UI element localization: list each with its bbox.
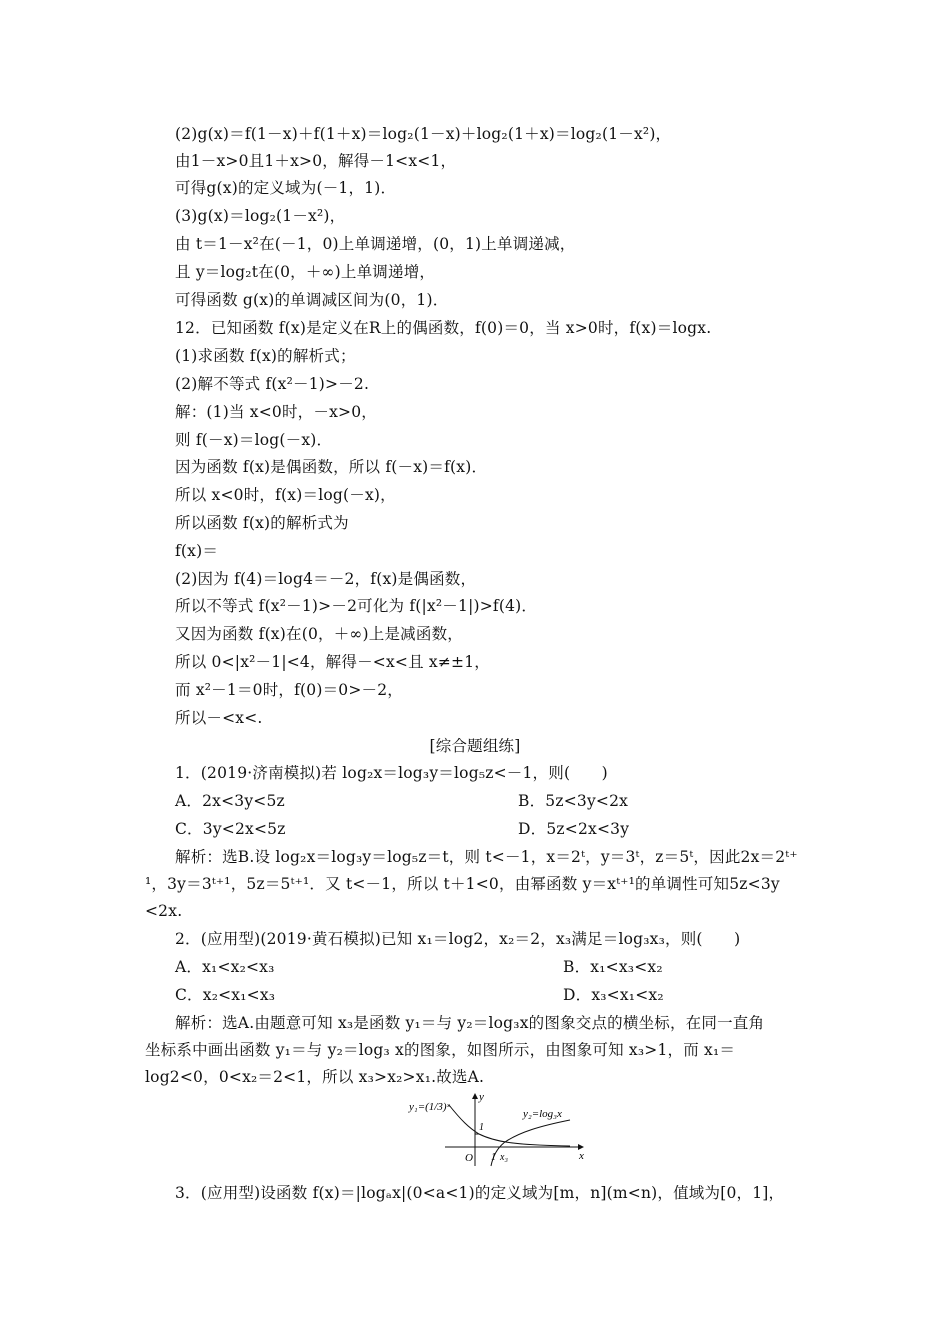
x3-label: x₃ [500, 1152, 508, 1163]
text-line: (3)g(x)＝log₂(1－x²)， [175, 207, 346, 225]
answer-2-line: 解析：选A.由题意可知 x₃是函数 y₁＝与 y₂＝log₃x的图象交点的横坐标，在同一直角 [175, 1014, 765, 1032]
question-3: 3．(应用型)设函数 f(x)＝|logₐx|(0<a<1)的定义域为[m，n](m<n)，值域为[0，1]， [175, 1184, 785, 1202]
y2-label: y₂=log₃x [523, 1108, 562, 1120]
text-line: 且 y＝log₂t在(0，＋∞)上单调递增， [175, 263, 436, 281]
y1-label: y₁=(1/3)ˣ [409, 1101, 450, 1113]
option-d: D．x₃<x₁<x₂ [563, 986, 664, 1004]
problem-12-statement: 12．已知函数 f(x)是定义在R上的偶函数，f(0)＝0，当 x>0时，f(x)＝logx. [175, 319, 712, 337]
answer-1-line: <2x. [145, 902, 183, 920]
text-line: 而 x²－1＝0时，f(0)＝0>－2， [175, 681, 404, 699]
text-line: 所以－<x<. [175, 709, 263, 727]
option-b: B．5z<3y<2x [518, 792, 629, 810]
question-2: 2．(应用型)(2019·黄石模拟)已知 x₁＝log2，x₂＝2，x₃满足＝log₃x₃，则( ) [175, 930, 741, 948]
text-line: 所以函数 f(x)的解析式为 [175, 514, 349, 532]
text-line: 所以 0<|x²－1|<4，解得－<x<且 x≠±1， [175, 653, 491, 671]
option-a: A．x₁<x₂<x₃ [175, 958, 275, 976]
text-line: (2)解不等式 f(x²－1)>－2. [175, 375, 370, 393]
text-line: 可得函数 g(x)的单调减区间为(0，1)． [175, 291, 449, 309]
answer-1-line: ¹，3y＝3ᵗ⁺¹，5z＝5ᵗ⁺¹．又 t<－1，所以 t＋1<0，由幂函数 y＝xᵗ⁺¹的单调性可知5z<3y [145, 875, 780, 893]
x-axis-label: x [579, 1150, 584, 1162]
option-b: B．x₁<x₃<x₂ [563, 958, 663, 976]
answer-1-line: 解析：选B.设 log₂x＝log₃y＝log₅z＝t，则 t<－1，x＝2ᵗ，y＝3ᵗ，z＝5ᵗ，因此2x＝2ᵗ⁺ [175, 848, 798, 866]
text-line: 因为函数 f(x)是偶函数，所以 f(－x)＝f(x)． [175, 458, 488, 476]
text-line: 可得g(x)的定义域为(－1，1)． [175, 179, 397, 197]
text-line: (2)因为 f(4)＝log4＝－2，f(x)是偶函数， [175, 570, 477, 588]
origin-label: O [465, 1152, 473, 1164]
option-a: A．2x<3y<5z [175, 792, 285, 810]
function-graph-figure [405, 1090, 590, 1170]
option-c: C．x₂<x₁<x₃ [175, 986, 276, 1004]
y-axis-label: y [479, 1091, 484, 1103]
text-line: f(x)＝ [175, 542, 219, 560]
text-line: 所以不等式 f(x²－1)>－2可化为 f(|x²－1|)>f(4)． [175, 597, 538, 615]
text-line: 又因为函数 f(x)在(0，＋∞)上是减函数， [175, 625, 463, 643]
text-line: 所以 x<0时，f(x)＝log(－x)， [175, 486, 396, 504]
answer-2-line: 坐标系中画出函数 y₁＝与 y₂＝log₃ x的图象，如图所示，由图象可知 x₃>1，而 x₁＝ [145, 1041, 736, 1059]
one-x-label: 1 [491, 1152, 496, 1163]
text-line: 则 f(－x)＝log(－x)． [175, 431, 333, 449]
question-1: 1．(2019·济南模拟)若 log₂x＝log₃y＝log₅z<－1，则( ) [175, 764, 608, 782]
option-d: D．5z<2x<3y [518, 820, 630, 838]
text-line: 由 t＝1－x²在(－1，0)上单调递增，(0，1)上单调递减， [175, 235, 576, 253]
answer-2-line: log2<0，0<x₂＝2<1，所以 x₃>x₂>x₁.故选A. [145, 1068, 485, 1086]
text-line: (2)g(x)＝f(1－x)＋f(1＋x)＝log₂(1－x)＋log₂(1＋x)＝log₂(1－x²)， [175, 125, 672, 143]
section-heading: [综合题组练] [429, 737, 521, 755]
text-line: 由1－x>0且1＋x>0，解得－1<x<1， [175, 152, 457, 170]
text-line: 解：(1)当 x<0时，－x>0， [175, 403, 377, 421]
option-c: C．3y<2x<5z [175, 820, 286, 838]
one-y-label: 1 [479, 1122, 484, 1133]
text-line: (1)求函数 f(x)的解析式； [175, 347, 356, 365]
